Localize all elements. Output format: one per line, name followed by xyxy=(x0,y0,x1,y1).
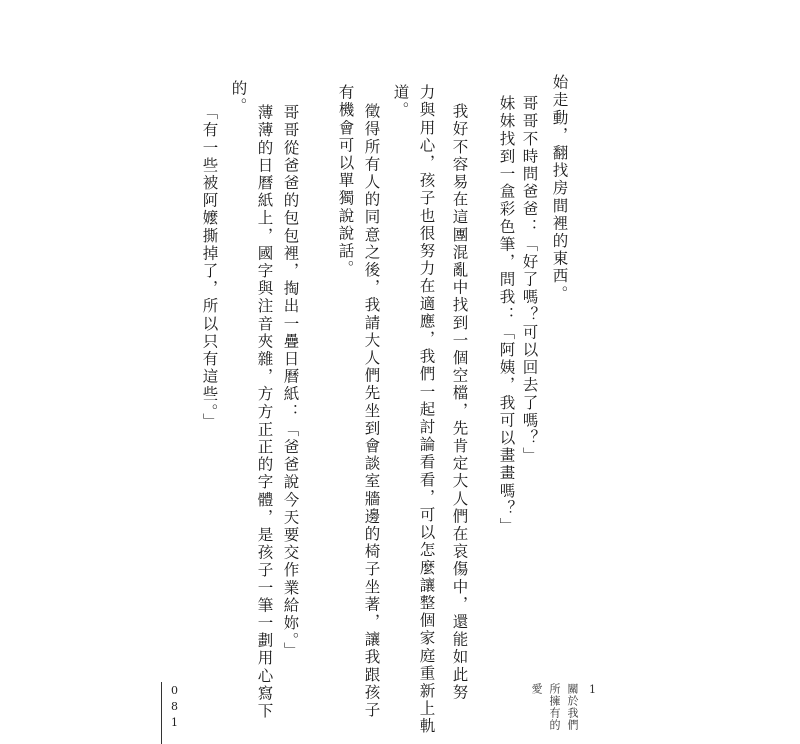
text-column-9: 哥哥從爸爸的包包裡，掏出一疊日曆紙：「爸爸說今天要交作業給妳。」 xyxy=(281,104,300,660)
text-column-5: 力與用心，孩子也很努力在適應，我們一起討論看看，可以怎麼讓整個家庭重新上軌 xyxy=(417,84,436,736)
text-column-7: 徵得所有人的同意之後，我請大人們先坐到會談室牆邊的椅子坐著，讓我跟孩子 xyxy=(362,103,381,719)
running-head-line-2: 所擁有的 xyxy=(548,683,561,731)
text-column-11: 的。 xyxy=(229,80,248,116)
text-column-8: 有機會可以單獨說說話。 xyxy=(336,84,355,278)
text-column-3: 妹妹找到一盒彩色筆，問我：「阿姨，我可以畫畫嗎？」 xyxy=(497,95,516,535)
text-column-4: 我好不容易在這團混亂中找到一個空檔，先肯定大人們在哀傷中，還能如此努 xyxy=(450,103,469,702)
text-column-1: 始走動，翻找房間裡的東西。 xyxy=(550,74,569,303)
text-column-2: 哥哥不時問爸爸：「好了嗎？可以回去了嗎？」 xyxy=(520,95,539,465)
text-column-12: 「有一些被阿嬤撕掉了，所以只有這些。」 xyxy=(200,104,219,431)
text-column-6: 道。 xyxy=(391,84,410,120)
page-number: 081 xyxy=(168,684,181,732)
text-column-10: 薄薄的日曆紙上，國字與注音夾雜，方方正正的字體，是孩子一筆一劃用心寫下 xyxy=(255,104,274,720)
running-head-line-3: 愛 xyxy=(530,683,543,695)
running-head-line-1: 關於我們 xyxy=(566,683,579,731)
folio-rule xyxy=(161,682,162,744)
running-head-chapter-number: 1 xyxy=(586,683,599,697)
